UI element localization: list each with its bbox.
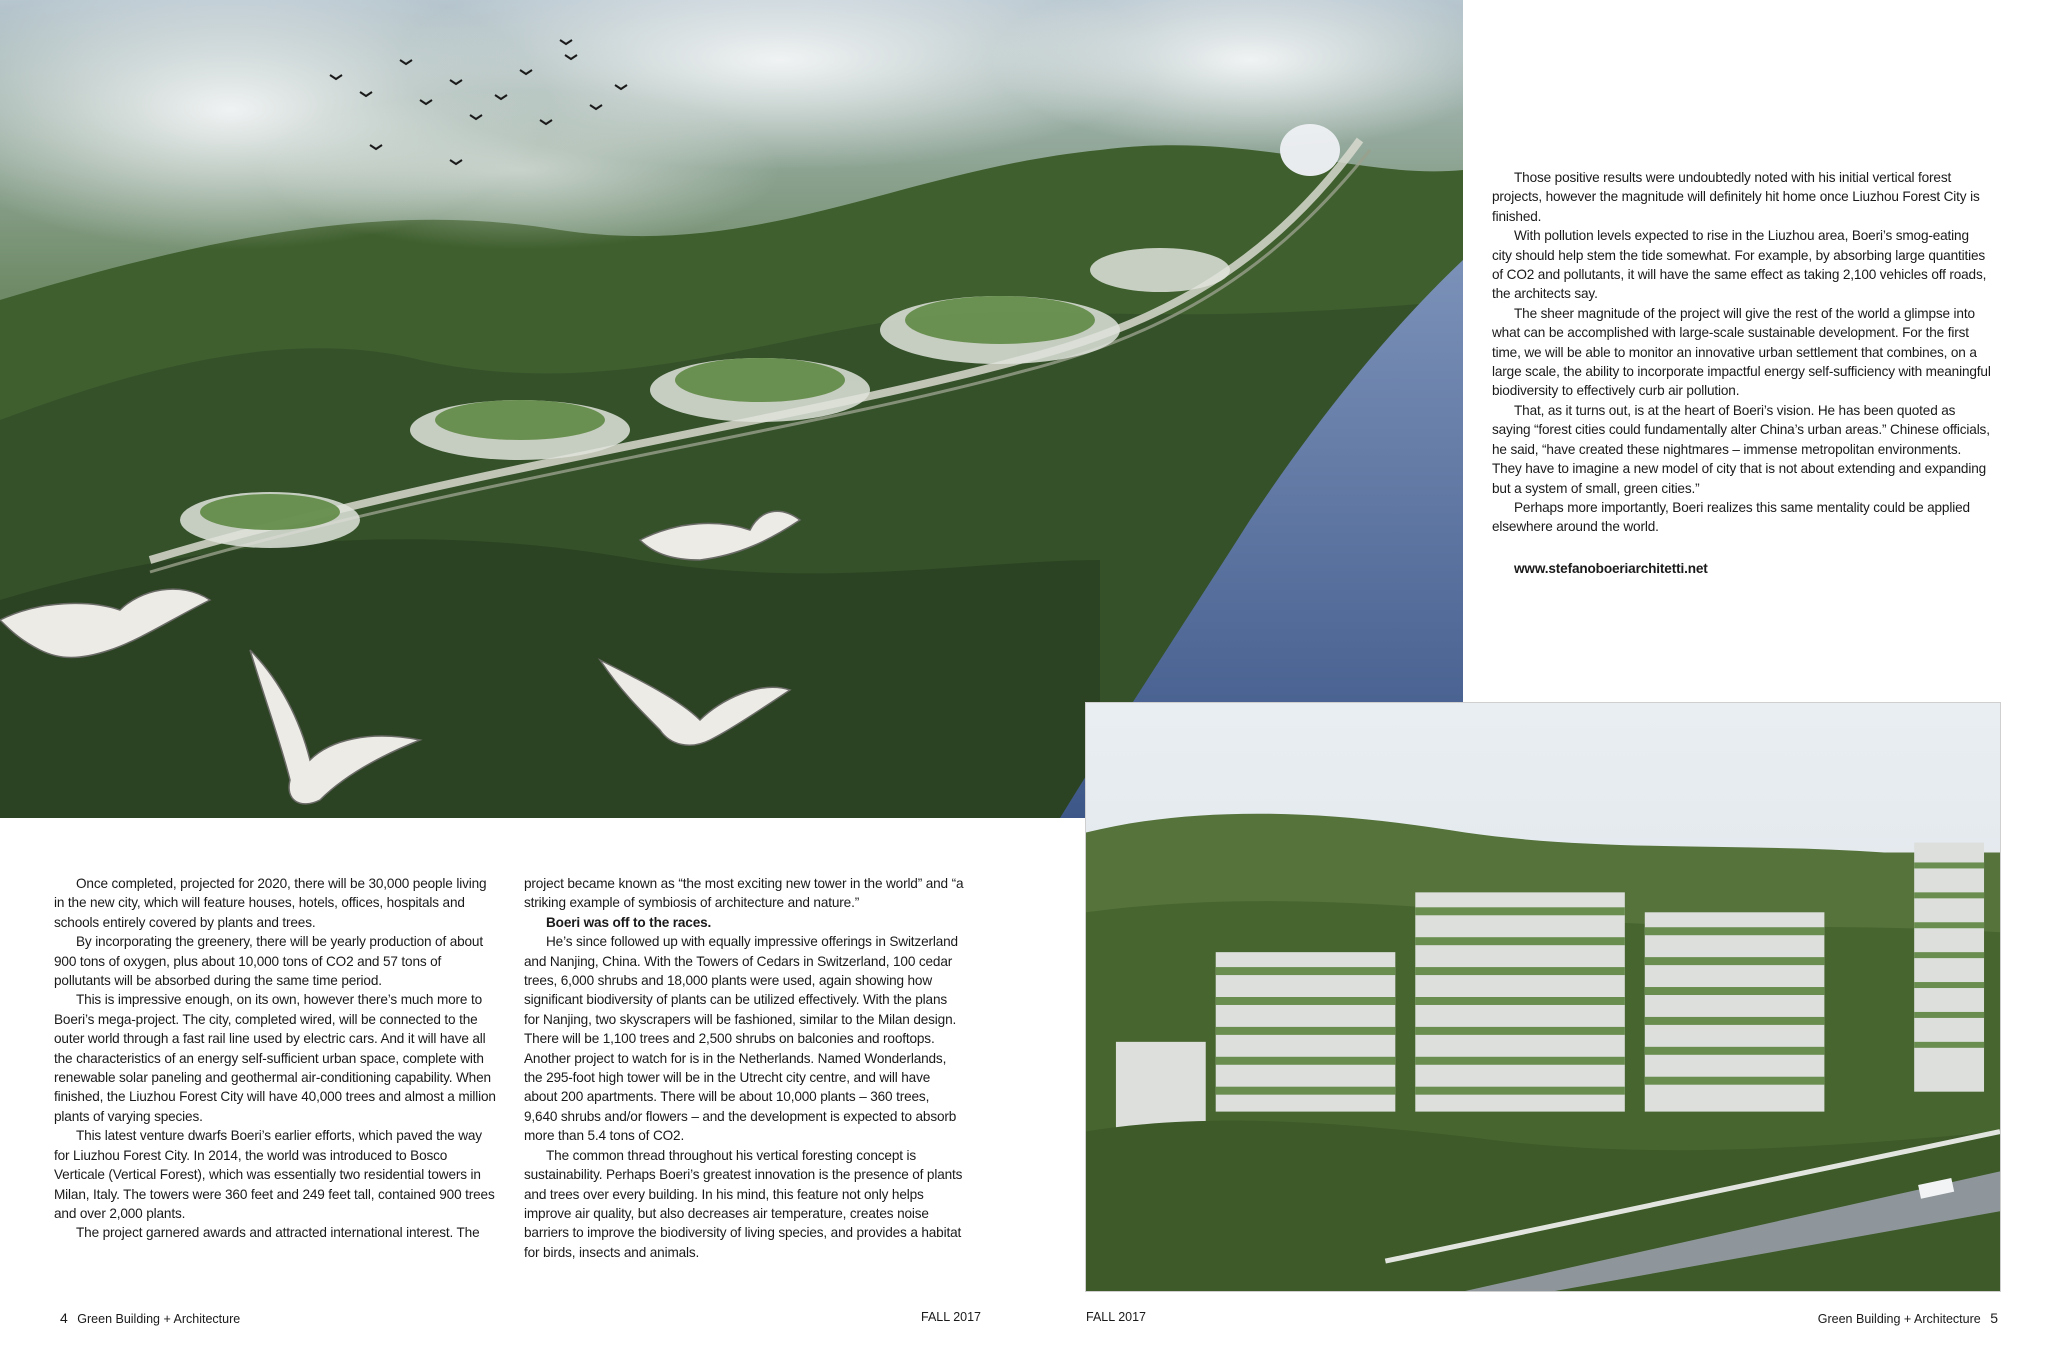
- article-column-1: [54, 874, 496, 1243]
- paragraph: He’s since followed up with equally impressive offerings in Switzerland and Nanjing, China. With the Towers of Cedars in Switzerland, 100 cedar trees, 6,000 shrubs and 18,000 plants were used, again showing how significant biodiversity of plants can be utilized effectively. With the plans for Nanjing, two skyscrapers will be fashioned, similar to the Milan design. There will be 1,100 trees and 2,500 shrubs on balconies and rooftops. Another project to watch for is in the Netherlands. Named Wonderlands, the 295-foot high tower will be in the Utrecht city centre, and will have about 200 apartments. There will be about 10,000 plants – 360 trees, 9,640 shrubs and/or flowers – and the development is expected to absorb more than 5.4 tons of CO2.: [524, 934, 958, 1144]
- paragraph: By incorporating the greenery, there will be yearly production of about 900 tons of oxygen, plus about 10,000 tons of CO2 and 57 tons of pollutants will be absorbed during the same time period.: [54, 934, 483, 989]
- page-footer-left: [54, 1310, 240, 1326]
- paragraph: That, as it turns out, is at the heart of Boeri’s vision. He has been quoted as saying “forest cities could fundamentally alter China’s urban areas.” Chinese officials, he said, “have created these nightmares – immense metropolitan environments. They have to imagine a new model of city that is not about extending and expanding but a system of small, green cities.”: [1492, 402, 1990, 496]
- paragraph: This latest venture dwarfs Boeri’s earlier efforts, which paved the way for Liuzhou Forest City. In 2014, the world was introduced to Bosco Verticale (Vertical Forest), which was essentially two residential towers in Milan, Italy. The towers were 360 feet and 249 feet tall, contained 900 trees and over 2,000 plants.: [54, 1128, 495, 1221]
- paragraph: The project garnered awards and attracted international interest. The: [76, 1225, 480, 1241]
- aerial-city-image: [0, 0, 1463, 818]
- paragraph: Perhaps more importantly, Boeri realizes this same mentality could be applied elsewhere around the world.: [1492, 499, 1970, 535]
- issue-season-right: FALL 2017: [1086, 1310, 1147, 1324]
- page-footer-right: [1818, 1310, 2004, 1326]
- paragraph: Once completed, projected for 2020, there will be 30,000 people living in the new city, which will feature houses, hotels, offices, hospitals and schools entirely covered by plants and trees.: [54, 876, 487, 930]
- paragraph: This is impressive enough, on its own, however there’s much more to Boeri’s mega-project. The city, completed wired, will be connected to the outer world through a fast rail line used by electric cars. And it will have all the characteristics of an energy self-sufficient urban space, complete with renewable solar paneling and geothermal air-conditioning capability. When finished, the Liuzhou Forest City will have 40,000 trees and almost a million plants of varying species.: [54, 992, 496, 1124]
- page-number: 5: [1990, 1310, 1998, 1326]
- forest-buildings-illustration: [1086, 703, 2000, 1291]
- website-link[interactable]: www.stefanoboeriarchitetti.net: [1514, 560, 1708, 576]
- aerial-city-illustration: [0, 0, 1463, 818]
- paragraph: The sheer magnitude of the project will give the rest of the world a glimpse into what can be accomplished with large-scale sustainable development. For the first time, we will be able to monitor an innovative urban settlement that combines, on a large scale, the ability to incorporate impactful energy self-sufficiency with meaningful biodiversity to effectively curb air pollution.: [1492, 305, 1991, 399]
- publication-name: Green Building + Architecture: [77, 1312, 241, 1326]
- paragraph: Those positive results were undoubtedly noted with his initial vertical forest projects, however the magnitude will definitely hit home once Liuzhou Forest City is finished.: [1492, 170, 1980, 224]
- article-column-3: [1492, 168, 1992, 578]
- paragraph: project became known as “the most exciting new tower in the world” and “a striking example of symbiosis of architecture and nature.”: [524, 876, 964, 911]
- issue-season-left: FALL 2017: [921, 1310, 982, 1324]
- forest-buildings-image: [1085, 702, 2001, 1292]
- paragraph: The common thread throughout his vertical foresting concept is sustainability. Perhaps Boeri’s greatest innovation is the presence of plants and trees over every building. In his mind, this feature not only helps improve air quality, but also decreases air temperature, creates noise barriers to improve the biodiversity of living species, and provides a habitat for birds, insects and animals.: [524, 1147, 963, 1260]
- paragraph: With pollution levels expected to rise in the Liuzhou area, Boeri’s smog-eating city should help stem the tide somewhat. For example, by absorbing large quantities of CO2 and pollutants, it will have the same effect as taking 2,100 vehicles off roads, the architects say.: [1492, 228, 1987, 302]
- subheading: Boeri was off to the races.: [546, 914, 712, 930]
- publication-name: Green Building + Architecture: [1817, 1312, 1981, 1326]
- page-number: 4: [60, 1310, 68, 1326]
- article-column-2: [524, 874, 965, 1262]
